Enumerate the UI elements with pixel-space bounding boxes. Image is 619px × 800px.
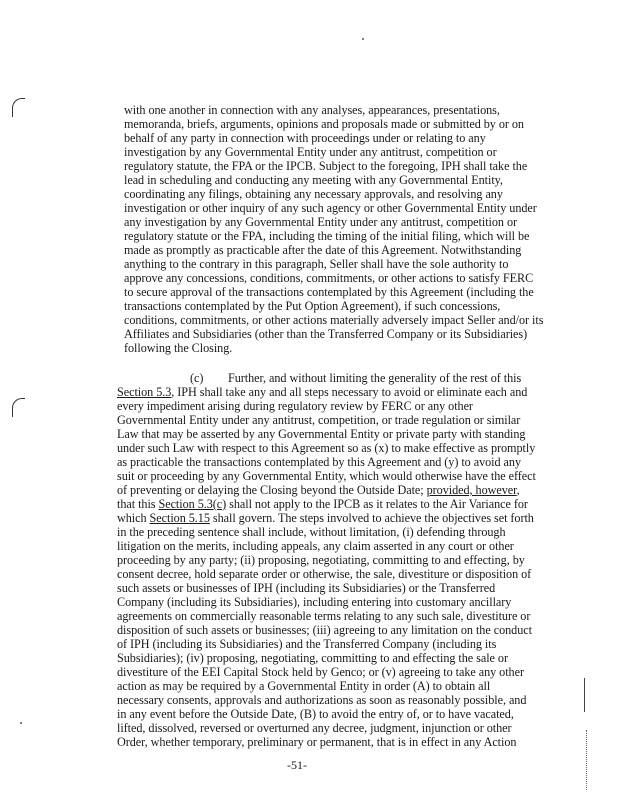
- scan-artifact-right-dotted: [586, 730, 587, 790]
- text-line: Governmental Entity under any antitrust, competition, or trade regulation or similar: [117, 413, 521, 427]
- text-line: Further, and without limiting the generality of the rest of this: [228, 371, 522, 385]
- scan-artifact-left-middle: [12, 398, 25, 417]
- text-line: anything to the contrary in this paragraph, Seller shall have the sole authority to: [124, 257, 509, 271]
- scan-artifact-right-rule: [584, 678, 585, 712]
- text-line: in the preceding sentence shall include, without limitation, (i) defending through: [117, 525, 506, 539]
- text-line: conditions, commitments, or other actions materially adversely impact Seller and/or its: [124, 313, 544, 327]
- text-line: Company (including its Subsidiaries), including entering into customary ancillary: [117, 595, 512, 609]
- text-line: Order, whether temporary, preliminary or permanent, that is in effect in any Action: [117, 735, 517, 749]
- text-run: that this: [117, 497, 156, 511]
- text-line: such assets or businesses of IPH (including its Subsidiaries) or the Transferred: [117, 581, 496, 595]
- text-line: made as promptly as practicable after the date of this Agreement. Notwithstanding: [124, 243, 522, 257]
- text-line: lead in scheduling and conducting any meeting with any Governmental Entity,: [124, 173, 503, 187]
- text-line: disposition of such assets or businesses; (iii) agreeing to any limitation on the conduct: [117, 623, 532, 637]
- text-line: Law that may be asserted by any Governmental Entity or private party with standing: [117, 427, 526, 441]
- text-line: coordinating any filings, obtaining any necessary approvals, and resolving any: [124, 187, 503, 201]
- text-run: of preventing or delaying the Closing beyond the Outside Date;: [117, 483, 424, 497]
- section-reference-5-3: Section 5.3: [117, 385, 172, 399]
- section-reference-5-3c: Section 5.3(c): [158, 497, 227, 511]
- text-line: [117, 497, 528, 511]
- text-line: agreements on commercially reasonable terms relating to any such sale, divestiture or: [117, 609, 531, 623]
- text-run: shall not apply to the IPCB as it relates to the Air Variance for: [229, 497, 528, 511]
- text-line: Subsidiaries); (iv) proposing, negotiating, committing to and effecting the sale or: [117, 651, 508, 665]
- text-run: which: [117, 511, 147, 525]
- page-number: -51-: [287, 758, 307, 772]
- scan-artifact-speck: [20, 722, 22, 724]
- text-line: proceeding by any party; (ii) proposing, negotiating, committing to and effecting, by: [117, 553, 525, 567]
- text-run: , IPH shall take any and all steps necessary to avoid or eliminate each and: [171, 385, 528, 399]
- provided-however: provided, however: [426, 483, 517, 497]
- text-line: Affiliates and Subsidiaries (other than the Transferred Company or its Subsidiaries): [124, 327, 528, 341]
- text-line: any investigation by any Governmental Entity under any antitrust, competition or: [124, 215, 518, 229]
- scan-artifact-left-top: [12, 98, 25, 117]
- text-line: approve any concessions, conditions, commitments, or other actions to satisfy FERC: [124, 271, 534, 285]
- text-line: transactions contemplated by the Put Option Agreement), if such concessions,: [124, 299, 501, 313]
- text-line: [117, 511, 534, 525]
- text-line: with one another in connection with any analyses, appearances, presentations,: [124, 103, 500, 117]
- text-line: as practicable the transactions contemplated by this Agreement and (y) to avoid any: [117, 455, 521, 469]
- text-line: following the Closing.: [124, 341, 233, 355]
- scan-artifact-speck: [362, 38, 364, 40]
- text-line: investigation or other inquiry of any such agency or other Governmental Entity under: [124, 201, 537, 215]
- text-line: in any event before the Outside Date, (B) to avoid the entry of, or to have vacated,: [117, 707, 514, 721]
- text-line: investigation by any Governmental Entity under any antitrust, competition or: [124, 145, 497, 159]
- text-line: lifted, dissolved, reversed or overturned any decree, judgment, injunction or other: [117, 721, 512, 735]
- text-line: divestiture of the EEI Capital Stock held by Genco; or (v) agreeing to take any other: [117, 665, 524, 679]
- text-line: to secure approval of the transactions contemplated by this Agreement (including the: [124, 285, 534, 299]
- text-line: necessary consents, approvals and authorizations as soon as reasonably possible, and: [117, 693, 527, 707]
- text-line: [117, 385, 527, 399]
- text-line: memoranda, briefs, arguments, opinions and proposals made or submitted by or on: [124, 117, 524, 131]
- text-line: suit or proceeding by any Governmental Entity, which would otherwise have the effect: [117, 469, 536, 483]
- text-line: action as may be required by a Governmental Entity in order (A) to obtain all: [117, 679, 491, 693]
- text-line: of IPH (including its Subsidiaries) and the Transferred Company (including its: [117, 637, 497, 651]
- text-line: regulatory statute or the FPA, including the timing of the initial filing, which will be: [124, 229, 530, 243]
- text-line: regulatory statute, the FPA or the IPCB. Subject to the foregoing, IPH shall take the: [124, 159, 528, 173]
- text-run: shall govern. The steps involved to achieve the objectives set forth: [212, 511, 534, 525]
- text-line: of preventing or delaying the Closing beyond the Outside Date; provided, however,: [117, 483, 520, 497]
- text-line: under such Law with respect to this Agreement so as (x) to make effective as promptly: [117, 441, 536, 455]
- subsection-label-c: (c): [190, 371, 204, 385]
- section-reference-5-15: Section 5.15: [149, 511, 210, 525]
- text-line: every impediment arising during regulatory review by FERC or any other: [117, 399, 473, 413]
- text-line: consent decree, hold separate order or otherwise, the sale, divestiture or disposition of: [117, 567, 532, 581]
- text-line: litigation on the merits, including appeals, any claim asserted in any court or other: [117, 539, 514, 553]
- text-line: behalf of any party in connection with proceedings under or relating to any: [124, 131, 486, 145]
